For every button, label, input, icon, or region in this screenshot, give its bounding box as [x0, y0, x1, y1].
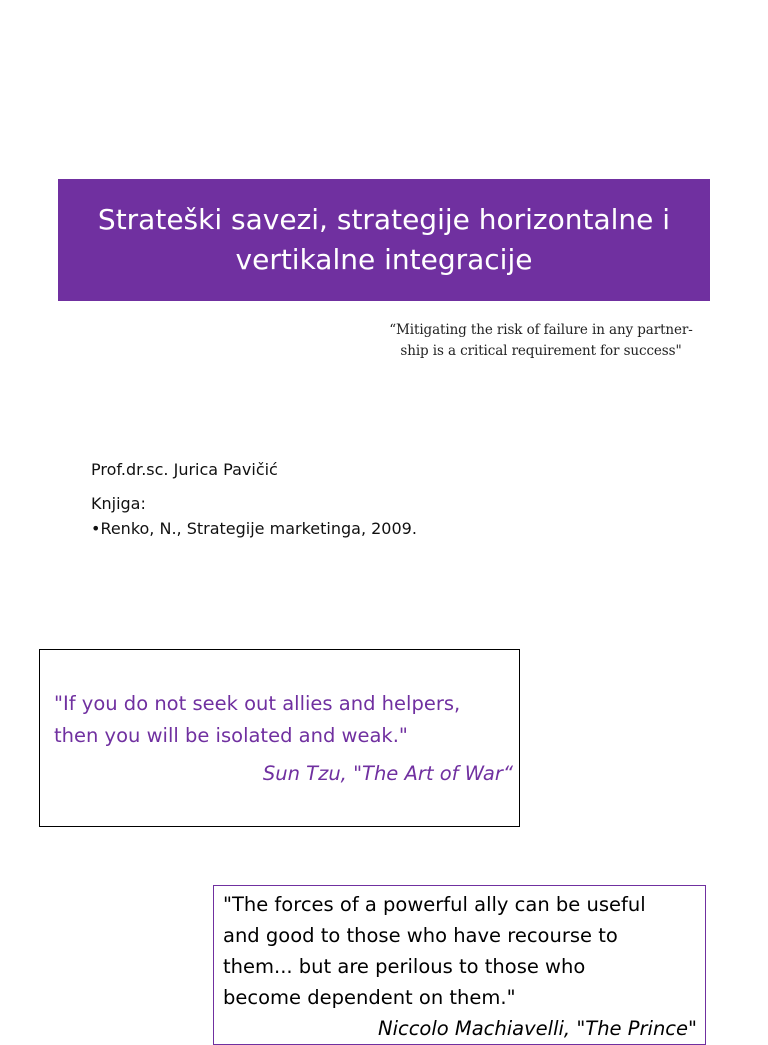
epigraph-quote	[370, 320, 712, 362]
machiavelli-quote-box	[213, 885, 706, 1045]
sun-tzu-quote-source: Sun Tzu, "The Art of War“	[262, 762, 513, 785]
slide-title-line-1: Strateški savezi, strategije horizontalne i	[97, 203, 671, 236]
machiavelli-quote	[223, 889, 646, 1013]
sun-tzu-quote-line-1: "If you do not seek out allies and helpers,	[54, 692, 461, 715]
book-citation: •Renko, N., Strategije marketinga, 2009.	[91, 519, 417, 538]
slide-title-line-2: vertikalne integracije	[235, 243, 533, 276]
machiavelli-quote-source: Niccolo Machiavelli, "The Prince"	[377, 1017, 697, 1040]
slide-title	[98, 200, 670, 280]
sun-tzu-quote	[54, 688, 460, 752]
machiavelli-quote-line-3: them... but are perilous to those who	[223, 955, 586, 978]
machiavelli-quote-line-2: and good to those who have recourse to	[223, 924, 618, 947]
sun-tzu-quote-line-2: then you will be isolated and weak."	[54, 724, 408, 747]
author-name: Prof.dr.sc. Jurica Pavičić	[91, 460, 278, 479]
machiavelli-quote-line-4: become dependent on them."	[223, 986, 516, 1009]
title-banner	[58, 179, 710, 301]
sun-tzu-quote-box	[39, 649, 520, 827]
machiavelli-quote-line-1: "The forces of a powerful ally can be useful	[223, 893, 646, 916]
book-label: Knjiga:	[91, 494, 146, 513]
book-reference	[91, 491, 417, 541]
epigraph-line-2: ship is a critical requirement for success"	[400, 343, 682, 359]
epigraph-line-1: “Mitigating the risk of failure in any partner-	[389, 322, 693, 338]
